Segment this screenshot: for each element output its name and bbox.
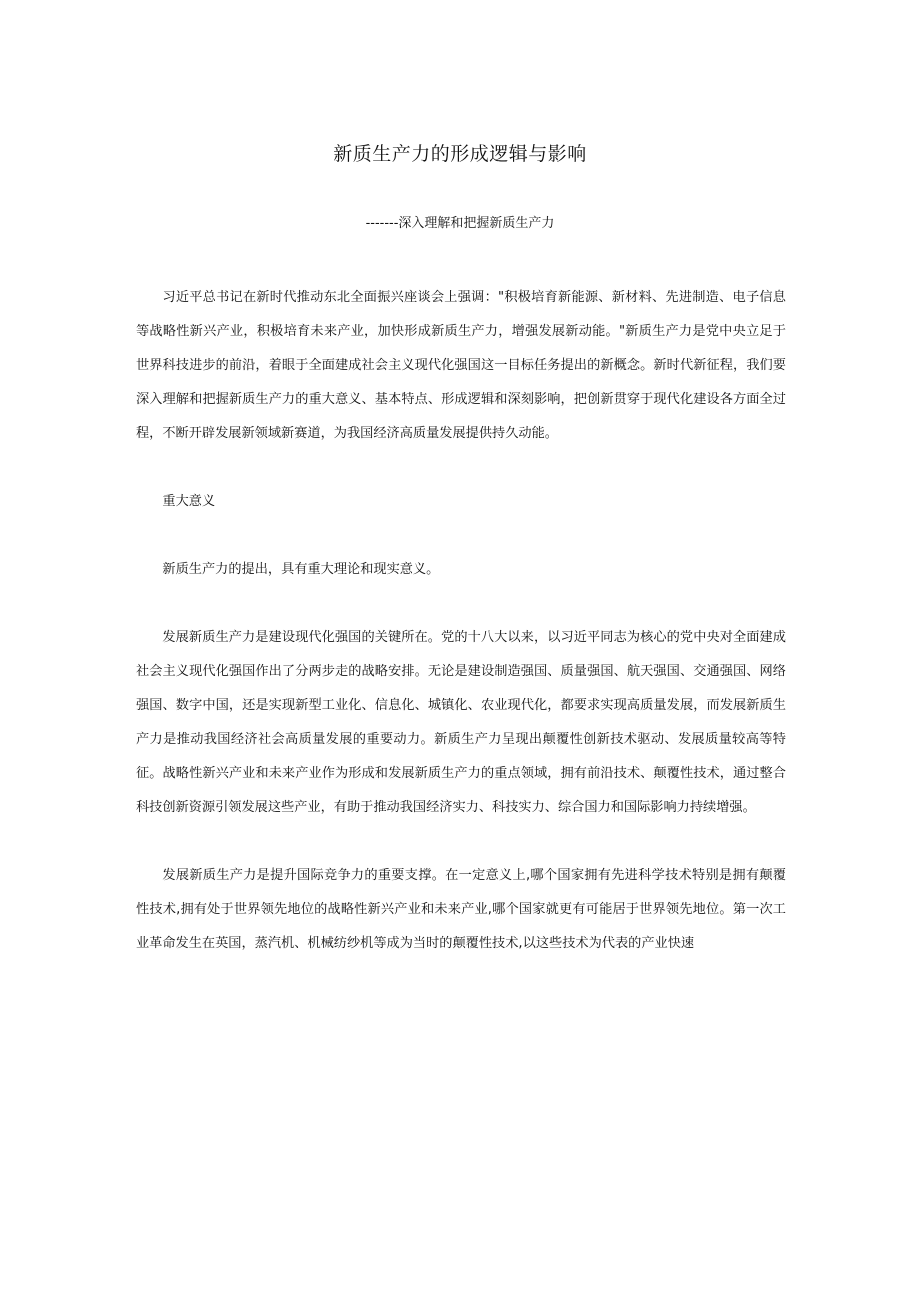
body-paragraph: 发展新质生产力是建设现代化强国的关键所在。党的十八大以来，以习近平同志为核心的党中央对全面建成社会主义现代化强国作出了分两步走的战略安排。无论是建设制造强国、质量强国、航天强国、交通强国、网络强国、数字中国，还是实现新型工业化、信息化、城镇化、农业现代化，都要求实现高质量发展，而发展新质生产力是推动我国经济社会高质量发展的重要动力。新质生产力呈现出颠覆性创新技术驱动、发展质量较高等特征。战略性新兴产业和未来产业作为形成和发展新质生产力的重点领域，拥有前沿技术、颠覆性技术，通过整合科技创新资源引领发展这些产业，有助于推动我国经济实力、科技实力、综合国力和国际影响力持续增强。 (136, 630, 786, 815)
document-title: 新质生产力的形成逻辑与影响 (333, 143, 587, 165)
section-heading: 重大意义 (162, 494, 216, 509)
document-body (136, 281, 786, 995)
intro-paragraph: 习近平总书记在新时代推动东北全面振兴座谈会上强调："积极培育新能源、新材料、先进制造、电子信息等战略性新兴产业，积极培育未来产业，加快形成新质生产力，增强发展新动能。"新质生产力是党中央立足于世界科技进步的前沿，着眼于全面建成社会主义现代化强国这一目标任务提出的新概念。新时代新征程，我们要深入理解和把握新质生产力的重大意义、基本特点、形成逻辑和深刻影响，把创新贯穿于现代化建设各方面全过程，不断开辟发展新领域新赛道，为我国经济高质量发展提供持久动能。 (136, 290, 786, 441)
section-lead-paragraph: 新质生产力的提出，具有重大理论和现实意义。 (162, 562, 440, 577)
body-paragraph: 发展新质生产力是提升国际竞争力的重要支撑。在一定意义上,哪个国家拥有先进科学技术特别是拥有颠覆性技术,拥有处于世界领先地位的战略性新兴产业和未来产业,哪个国家就更有可能居于世界领先地位。第一次工业革命发生在英国，蒸汽机、机械纺纱机等成为当时的颠覆性技术,以这些技术为代表的产业快速 (136, 868, 786, 951)
document-subtitle: -------深入理解和把握新质生产力 (365, 216, 555, 231)
